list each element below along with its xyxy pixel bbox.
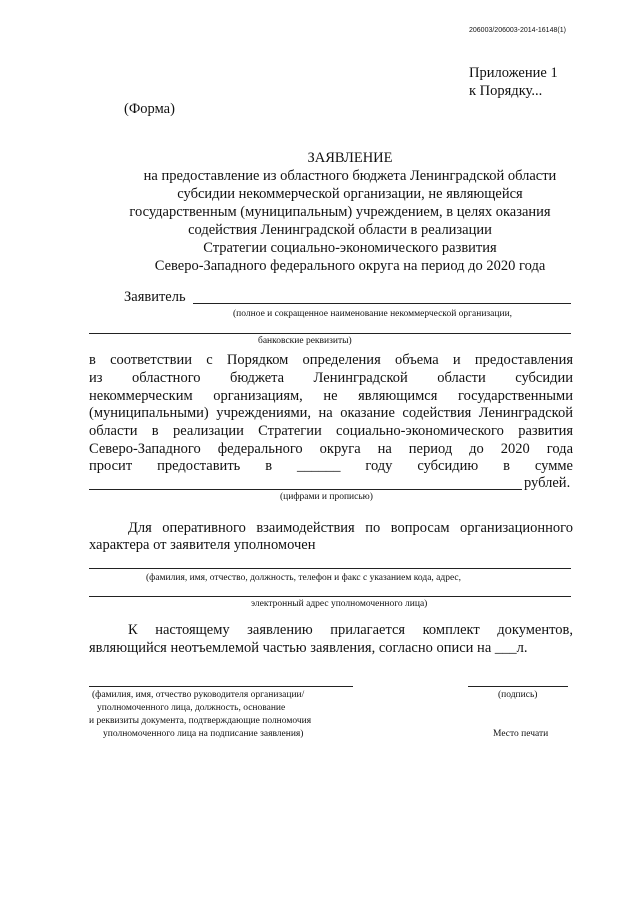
signatory-line bbox=[89, 686, 353, 687]
applicant-hint-1: (полное и сокращенное наименование некоммерческой организации, bbox=[233, 309, 513, 319]
body-line-2: из областного бюджета Ленинградской области субсидии bbox=[89, 370, 573, 386]
signatory-hint-1: (фамилия, имя, отчество руководителя организации/ bbox=[92, 690, 305, 700]
signatory-hint-3: и реквизиты документа, подтверждающие полномочия bbox=[89, 716, 312, 726]
appendix-line-2: к Порядку... bbox=[469, 83, 543, 99]
document-title: ЗАЯВЛЕНИЕ bbox=[307, 150, 393, 166]
stamp-place: Место печати bbox=[493, 729, 549, 739]
appendix-line-1: Приложение 1 bbox=[469, 65, 558, 81]
applicant-details-line bbox=[89, 333, 571, 334]
request-line: просит предоставить в ______ году субсидию в сумме bbox=[89, 458, 573, 474]
rubles-label: рублей. bbox=[524, 475, 571, 491]
title-line-4: содействия Ленинградской области в реализации bbox=[188, 222, 492, 238]
title-line-1: на предоставление из областного бюджета Ленинградской области bbox=[143, 168, 557, 184]
body-line-6: Северо-Западного федерального округа на период до 2020 года bbox=[89, 441, 573, 457]
contact-hint-1: (фамилия, имя, отчество, должность, телефон и факс с указанием кода, адрес, bbox=[146, 573, 462, 583]
signatory-hint-2: уполномоченного лица, должность, основание bbox=[97, 703, 286, 713]
amount-hint: (цифрами и прописью) bbox=[280, 492, 373, 502]
signature-line bbox=[468, 686, 568, 687]
form-label: (Форма) bbox=[124, 101, 175, 117]
applicant-hint-2: банковские реквизиты) bbox=[258, 336, 352, 346]
document-id: 206003/206003-2014-16148(1) bbox=[469, 27, 566, 34]
applicant-label: Заявитель bbox=[124, 289, 186, 305]
contact-email-line bbox=[89, 596, 571, 597]
signature-hint: (подпись) bbox=[498, 690, 538, 700]
title-line-3: государственным (муниципальным) учреждением, в целях оказания bbox=[129, 204, 551, 220]
contact-line-2: характера от заявителя уполномочен bbox=[89, 537, 316, 553]
amount-line bbox=[89, 489, 522, 490]
body-line-3: некоммерческим организациям, не являющимся государственными bbox=[89, 388, 573, 404]
contact-hint-2: электронный адрес уполномоченного лица) bbox=[251, 599, 428, 609]
title-line-5: Стратегии социально-экономического развития bbox=[203, 240, 497, 256]
body-line-1: в соответствии с Порядком определения объема и предоставления bbox=[89, 352, 573, 368]
body-line-5: области в реализации Стратегии социально-экономического развития bbox=[89, 423, 573, 439]
title-line-2: субсидии некоммерческой организации, не являющейся bbox=[177, 186, 523, 202]
title-line-6: Северо-Западного федерального округа на период до 2020 года bbox=[154, 258, 546, 274]
attach-line-1: К настоящему заявлению прилагается комплект документов, bbox=[128, 622, 573, 638]
applicant-name-line bbox=[193, 303, 571, 304]
signatory-hint-4: уполномоченного лица на подписание заявления) bbox=[103, 729, 304, 739]
body-line-4: (муниципальными) учреждениями, на оказание содействия Ленинградской bbox=[89, 405, 573, 421]
attach-line-2: являющийся неотъемлемой частью заявления, согласно описи на ___л. bbox=[89, 640, 528, 656]
contact-line bbox=[89, 568, 571, 569]
contact-line-1: Для оперативного взаимодействия по вопросам организационного bbox=[128, 520, 573, 536]
